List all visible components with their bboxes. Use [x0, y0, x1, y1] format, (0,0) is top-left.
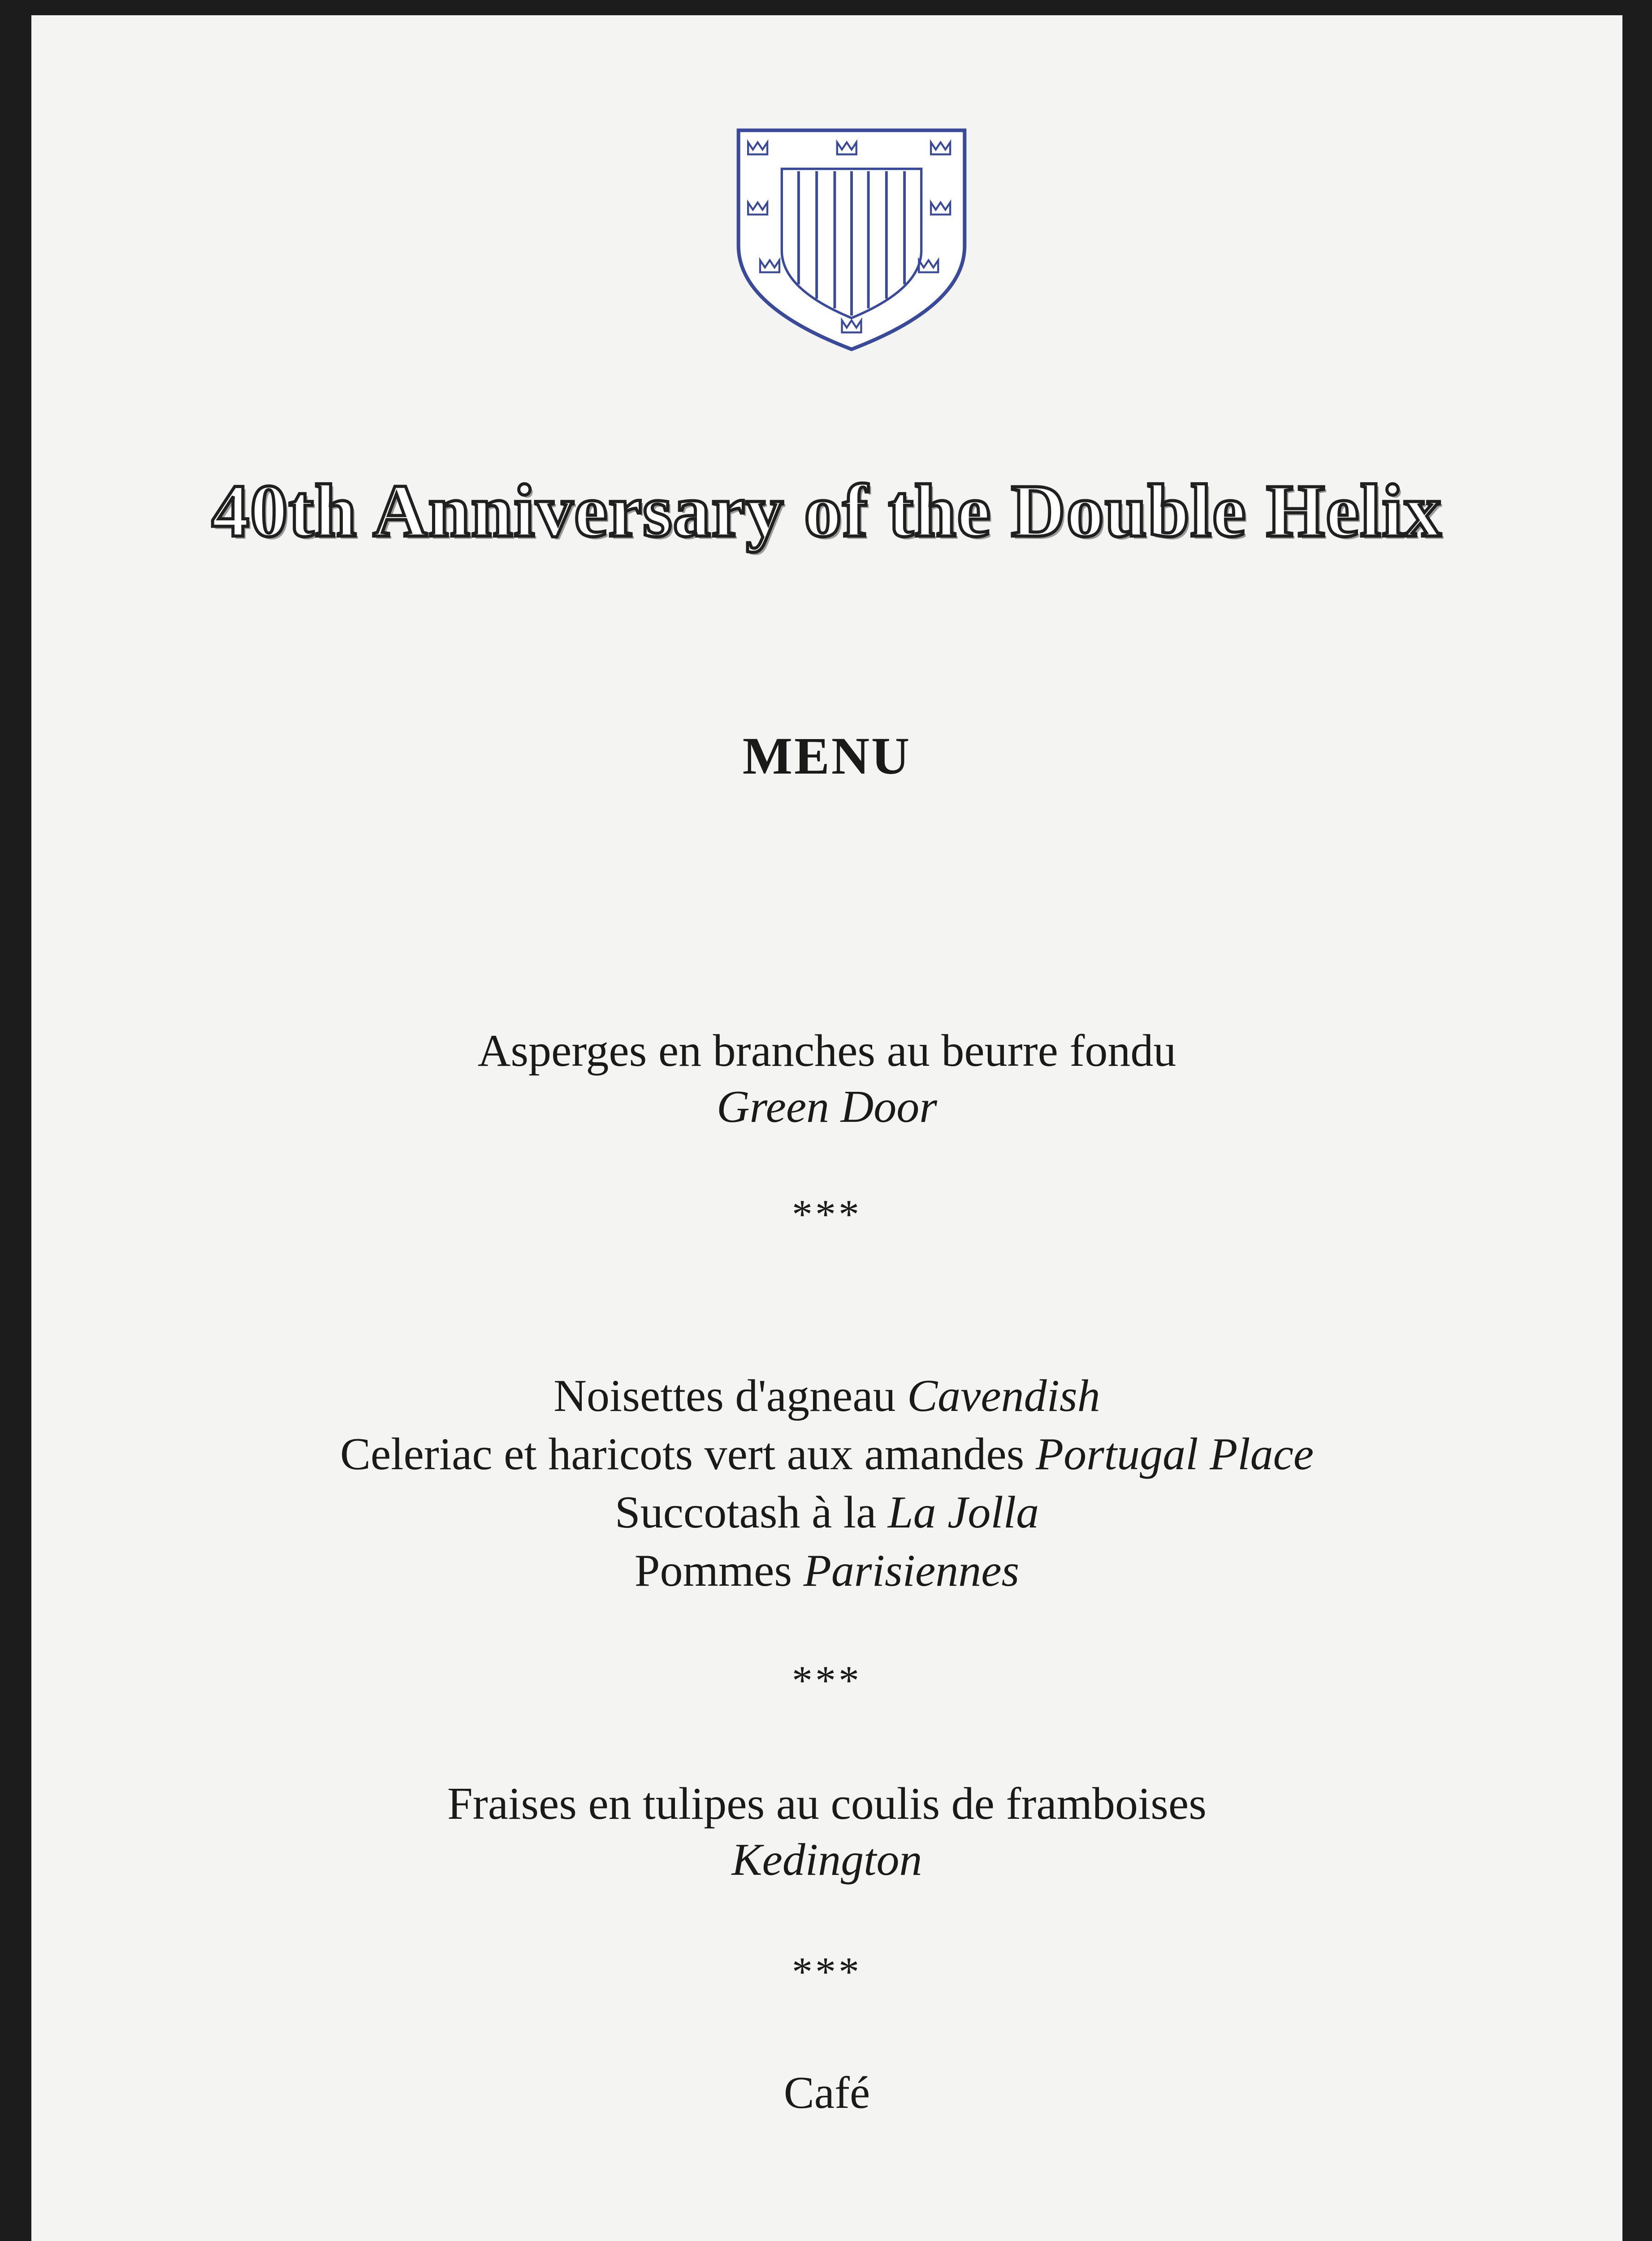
course-2-line-2: Celeriac et haricots vert aux amandes Portugal Place [340, 1429, 1314, 1480]
course-2-line-4: Pommes Parisiennes [634, 1545, 1020, 1596]
course-2-line-3: Succotash à la La Jolla [614, 1487, 1039, 1538]
course-2-line-1: Noisettes d'agneau Cavendish [554, 1371, 1100, 1421]
page-title: 40th Anniversary of the Double Helix [212, 469, 1442, 553]
course-4-dish: Café [783, 2068, 870, 2118]
college-crest-icon [731, 125, 973, 354]
course-3-name: Kedington [731, 1834, 922, 1885]
course-1-name: Green Door [717, 1082, 937, 1132]
course-1-dish: Asperges en branches au beurre fondu [477, 1025, 1176, 1076]
menu-heading: MENU [742, 727, 912, 785]
separator: *** [792, 1657, 862, 1703]
course-3-dish: Fraises en tulipes au coulis de framboises [447, 1778, 1207, 1829]
separator: *** [792, 1949, 862, 1994]
menu-card [31, 15, 1622, 2241]
separator: *** [792, 1191, 862, 1237]
